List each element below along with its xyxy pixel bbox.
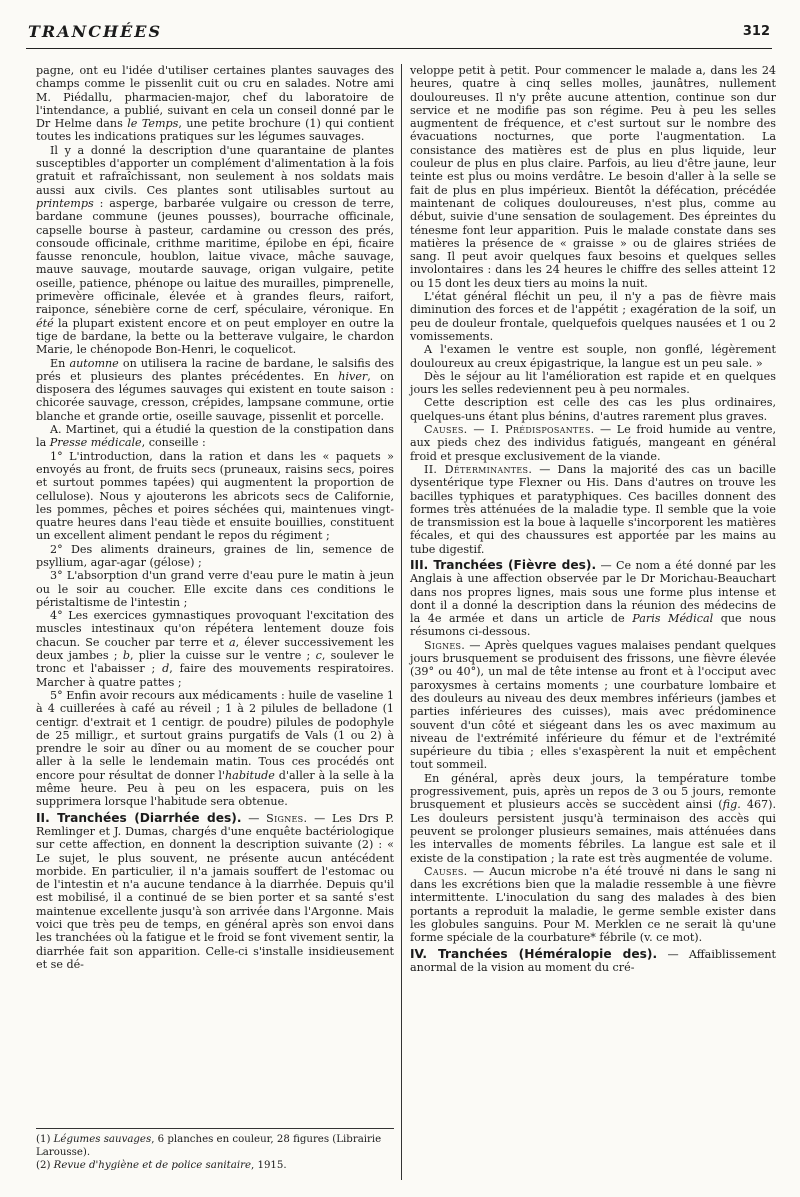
page-header bbox=[26, 14, 772, 49]
footnote: (1) Légumes sauvages, 6 planches en couleur, 28 figures (Librairie Larousse). bbox=[36, 1134, 382, 1158]
left-column bbox=[36, 64, 394, 1150]
paragraph: A. Martinet, qui a étudié la question de la constipation dans la Presse médicale, conseille : bbox=[36, 423, 394, 450]
section-heading: II. Tranchées (Diarrhée des). bbox=[36, 810, 242, 825]
paragraph: Signes. — Après quelques vagues malaises pendant quelques jours brusquement se produisent des frissons, une fièvre élevée (39° ou 40°), un mal de tête intense au front et à l'occiput avec paroxysmes à certains moments ; une courbature lombaire et des douleurs au niveau des deux membres inférieurs (jambes et parties inférieures des cuisses), mais avec prédominence souvent d'un côté et siégeant dans les os avec maximum au niveau de l'extrémité inférieure du fémur et de l'extrémité supérieure du tibia ; elles s'exaspèrent la nuit et empêchent tout sommeil. bbox=[410, 638, 776, 772]
paragraph: II. Déterminantes. — Dans la majorité des cas un bacille dysentérique type Flexner ou His. Dans d'autres on trouve les bacilles typhiques et paratyphiques. Ces bacilles donnent des formes très atténuées de la maladie type. Il semble que la voie de transmission est la boue à laquelle s'incorporent les matières fécales, et qui des chaussures est apportée par les mains au tube digestif. bbox=[410, 462, 776, 556]
paragraph: Causes. — I. Prédisposantes. — Le froid humide au ventre, aux pieds chez des individus fatigués, mangeant en général froid et presque exclusivement de la viande. bbox=[410, 423, 776, 463]
column-divider bbox=[401, 64, 402, 1180]
page-number: 312 bbox=[742, 24, 770, 39]
section-heading: III. Tranchées (Fièvre des). bbox=[410, 557, 597, 572]
paragraph: En automne on utilisera la racine de bardane, le salsifis des prés et plusieurs des plantes précédentes. En hiver, on disposera des légumes sauvages qui existent en toute saison : chicorée sauvage, cresson, crépides, lampsane commune, ortie blanche et grande ortie, oseille sauvage, pissenlit et porcelle. bbox=[36, 356, 395, 423]
section-entry-diarrhee: II. Tranchées (Diarrhée des). — Signes. — Les Drs P. Remlinger et J. Dumas, chargés d'une enquête bactériologique sur cette affection, en donnent la description suivante (2) : « Le sujet, le plus souvent, ne présente aucun antécédent morbide. En particulier, il n'a jamais souffert de l'estomac ou de l'intestin et n'a aucune tendance à la diarrhée. Depuis qu'il est mobilisé, il a continué de se bien porter et sa santé s'est maintenue excellente jusqu'à son arrivée dans l'Argonne. Mais voici que très peu de temps, en général après son envoi dans les tranchées où la fatigue et le froid se font vivement sentir, la diarrhée fait son apparition. Celle-ci s'installe insidieusement et se dé- bbox=[36, 810, 394, 971]
paragraph: veloppe petit à petit. Pour commencer le malade a, dans les 24 heures, quatre à cinq selles molles, jaunâtres, nullement douloureuses. Il n'y prête aucune attention, continue son dur service et ne modifie pas son régime. Peu à peu les selles augmentent de fréquence, et c'est surtout sur le nombre des évacuations nocturnes, que porte l'augmentation. La consistance des matières est de plus en plus liquide, leur couleur de plus en plus claire. Parfois, au lieu d'être jaune, leur teinte est plus ou moins verdâtre. Le besoin d'aller à la selle se fait de plus en plus impérieux. Bientôt la défécation, précédée maintenant de coliques douloureuses, n'est plus, comme au début, suivie d'une sensation de soulagement. Des épreintes du ténesme font leur apparition. Puis le malade constate dans ses matières la présence de « graisse » ou de glaires striées de sang. Il peut avoir quelques faux besoins et quelques selles involontaires : dans les 24 heures le chiffre des selles atteint 12 ou 15 dont les deux tiers au moins la nuit. bbox=[410, 64, 776, 290]
section-entry-hemeralopie: IV. Tranchées (Héméralopie des). — Affaiblissement anormal de la vision au moment du cré- bbox=[410, 946, 776, 974]
footnote: (2) Revue d'hygiène et de police sanitaire, 1915. bbox=[36, 1160, 287, 1171]
section-heading: IV. Tranchées (Héméralopie des). bbox=[410, 946, 658, 961]
list-item: 4° Les exercices gymnastiques provoquant l'excitation des muscles intestinaux qu'on répétera lentement douze fois chacun. Se coucher par terre et a, élever successivement les deux jambes ; b, plier la cuisse sur le ventre ; c, soulever le tronc et l'abaisser ; d, faire des mouvements respiratoires. Marcher à quatre pattes ; bbox=[36, 609, 394, 689]
paragraph: Dès le séjour au lit l'amélioration est rapide et en quelques jours les selles redeviennent peu à peu normales. bbox=[410, 369, 776, 397]
list-item: 1° L'introduction, dans la ration et dans les « paquets » envoyés au front, de fruits secs (pruneaux, raisins secs, poires et surtout pommes tapées) qui augmentent la proportion de cellulose). Nous y ajouterons les abricots secs de Californie, les pommes, pêches et poires séchées qui, maintenues vingt-quatre heures dans l'eau tiède et ensuite bouillies, constituent un excellent aliment pendant le repos du régiment ; bbox=[36, 449, 394, 543]
paragraph: Causes. — Aucun microbe n'a été trouvé ni dans le sang ni dans les excrétions bien que la maladie ressemble à une fièvre intermittente. L'inoculation du sang des malades à des bien portants a reproduit la maladie, le germe semble exister dans les globules sanguins. Pour M. Merklen ce ne serait là qu'une forme spéciale de la courbature* fébrile (v. ce mot). bbox=[410, 864, 776, 945]
paragraph: En général, après deux jours, la température tombe progressivement, puis, après un repos de 3 ou 5 jours, remonte brusquement et plusieurs accès se succèdent ainsi (fig. 467). Les douleurs persistent jusqu'à terminaison des accès qui peuvent se prolonger plusieurs semaines, mais atténuées dans les intervalles de moments fébriles. La langue est sale et il existe de la constipation ; la rate est très augmentée de volume. bbox=[410, 771, 777, 865]
section-entry-fievre: III. Tranchées (Fièvre des). — Ce nom a été donné par les Anglais à une affection observée par le Dr Morichau-Beauchart dans nos propres lignes, mais sous une forme plus intense et dont il a donné la description dans la réunion des médecins de la 4e armée et dans un article de Paris Médical que nous résumons ci-dessous. bbox=[410, 557, 776, 639]
paragraph: L'état général fléchit un peu, il n'y a pas de fièvre mais diminution des forces et de l'appétit ; exagération de la soif, un peu de douleur frontale, quelquefois quelques nausées et 1 ou 2 vomissements. bbox=[410, 290, 776, 343]
running-title: TRANCHÉES bbox=[28, 22, 163, 41]
list-item: 5° Enfin avoir recours aux médicaments : huile de vaseline 1 à 4 cuillerées à café au réveil ; 1 à 2 pilules de belladone (1 centigr. d'extrait et 1 centigr. de poudre) pilules de podophyle de 25 milligr., et surtout grains purgatifs de Vals (1 ou 2) à prendre le soir au dîner ou au moment de se coucher pour aller à la selle le lendemain matin. Tous ces procédés ont encore pour résultat de donner l'habitude d'aller à la selle à la même heure. Peu à peu on les espacera, puis on les supprimera lorsque l'habitude sera obtenue. bbox=[36, 688, 395, 809]
paragraph: A l'examen le ventre est souple, non gonflé, légèrement douloureux au creux épigastrique, la langue est un peu sale. » bbox=[410, 343, 776, 370]
paragraph: Il y a donné la description d'une quarantaine de plantes susceptibles d'apporter un complément d'alimentation à la fois gratuit et rafraîchissant, non seulement à nos soldats mais aussi aux civils. Ces plantes sont utilisables surtout au printemps : asperge, barbarée vulgaire ou cresson de terre, bardane commune (jeunes pousses), bourrache officinale, capselle bourse à pasteur, cardamine ou cresson des prés, consoude officinale, crithme maritime, épilobe en épi, ficaire fausse renoncule, houblon, laitue vivace, mâche sauvage, mauve sauvage, moutarde sauvage, origan vulgaire, petite oseille, patience, phénope ou laitue des murailles, pimprenelle, primevère officinale, élevée et à grandes fleurs, raifort, raiponce, sénebière corne de cerf, spéculaire, véronique. En été la plupart existent encore et on peut employer en outre la tige de bardane, la bette ou la betterave vulgaire, le chardon Marie, le chénopode Bon-Henri, le coquelicot. bbox=[36, 143, 395, 357]
list-item: 2° Des aliments draineurs, graines de lin, semence de psyllium, agar-agar (gélose) ; bbox=[36, 542, 394, 569]
list-item: 3° L'absorption d'un grand verre d'eau pure le matin à jeun ou le soir au coucher. Elle excite dans ces conditions le péristaltisme de l'intestin ; bbox=[36, 569, 394, 609]
footnotes bbox=[36, 1128, 394, 1172]
right-column bbox=[410, 64, 776, 1194]
paragraph: pagne, ont eu l'idée d'utiliser certaines plantes sauvages des champs comme le pissenlit cuit ou cru en salades. Notre ami M. Piédallu, pharmacien-major, chef du laboratoire de l'intendance, a publié, suivant en cela un conseil donné par le Dr Helme dans le Temps, une petite brochure (1) qui contient toutes les indications pratiques sur les légumes sauvages. bbox=[36, 64, 394, 144]
paragraph: Cette description est celle des cas les plus ordinaires, quelques-uns étant plus bénins, d'autres rarement plus graves. bbox=[410, 396, 776, 423]
